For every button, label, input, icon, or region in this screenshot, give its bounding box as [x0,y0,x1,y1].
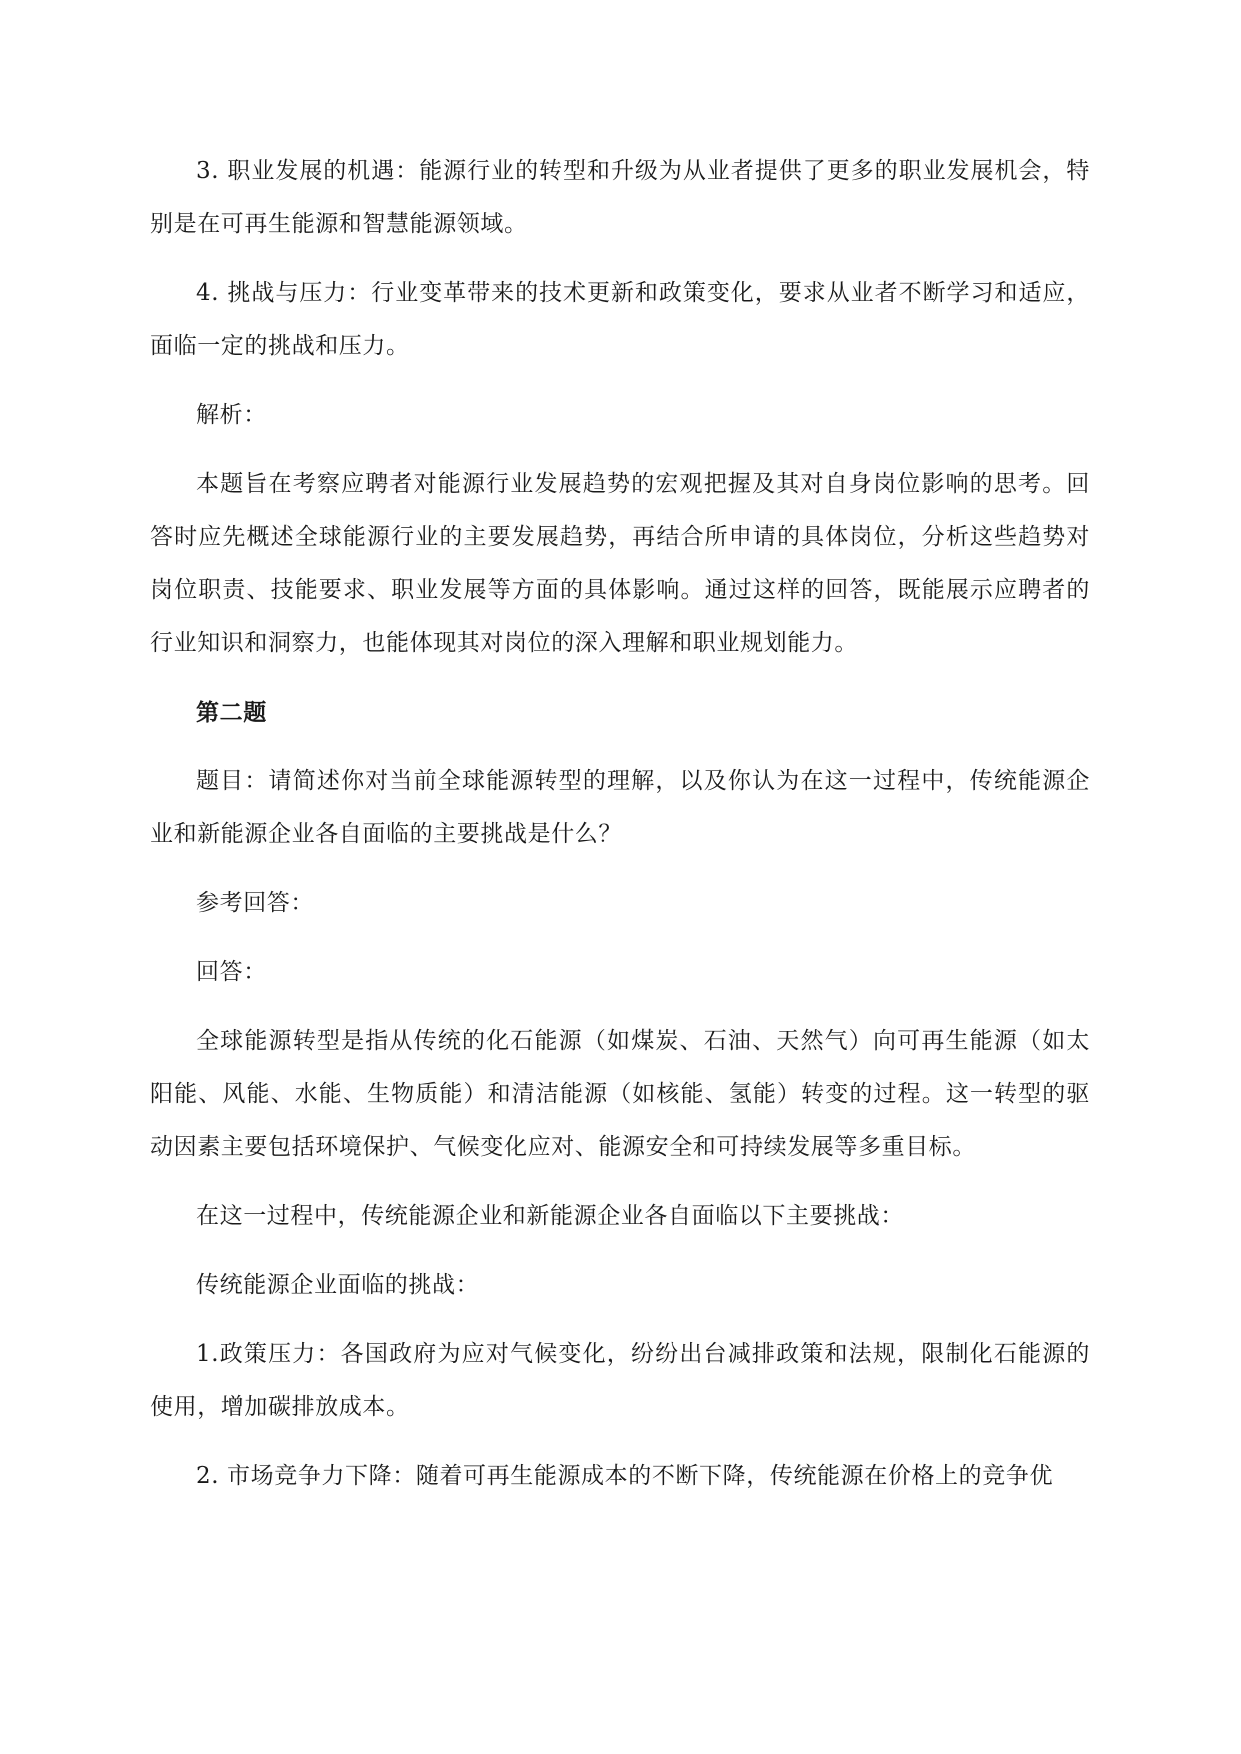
paragraph-policy-pressure: 1.政策压力：各国政府为应对气候变化，纷纷出台减排政策和法规，限制化石能源的使用，增加碳排放成本。 [150,1341,1090,1420]
paragraph-challenges-intro: 在这一过程中，传统能源企业和新能源企业各自面临以下主要挑战： [196,1203,904,1229]
paragraph-analysis-label: 解析： [196,402,267,428]
paragraph-energy-transition: 全球能源转型是指从传统的化石能源（如煤炭、石油、天然气）向可再生能源（如太阳能、风能、水能、生物质能）和清洁能源（如核能、氢能）转变的过程。这一转型的驱动因素主要包括环境保护、气候变化应对、能源安全和可持续发展等多重目标。 [150,1028,1090,1160]
section-heading-question-two: 第二题 [196,699,267,726]
paragraph-analysis-body: 本题旨在考察应聘者对能源行业发展趋势的宏观把握及其对自身岗位影响的思考。回答时应先概述全球能源行业的主要发展趋势，再结合所申请的具体岗位，分析这些趋势对岗位职责、技能要求、职业发展等方面的具体影响。通过这样的回答，既能展示应聘者的行业知识和洞察力，也能体现其对岗位的深入理解和职业规划能力。 [150,471,1090,656]
paragraph-reference-answer-label: 参考回答： [196,890,314,916]
paragraph-question: 题目：请简述你对当前全球能源转型的理解，以及你认为在这一过程中，传统能源企业和新能源企业各自面临的主要挑战是什么？ [150,768,1090,847]
document-body [150,145,1090,1519]
paragraph-career-opportunity: 3. 职业发展的机遇：能源行业的转型和升级为从业者提供了更多的职业发展机会，特别是在可再生能源和智慧能源领域。 [150,158,1090,237]
paragraph-answer-label: 回答： [196,959,267,985]
paragraph-market-competitiveness: 2. 市场竞争力下降：随着可再生能源成本的不断下降，传统能源在价格上的竞争优 [196,1463,1054,1489]
paragraph-traditional-challenges-label: 传统能源企业面临的挑战： [196,1272,480,1298]
paragraph-challenges-pressure: 4. 挑战与压力：行业变革带来的技术更新和政策变化，要求从业者不断学习和适应，面临一定的挑战和压力。 [150,280,1090,359]
